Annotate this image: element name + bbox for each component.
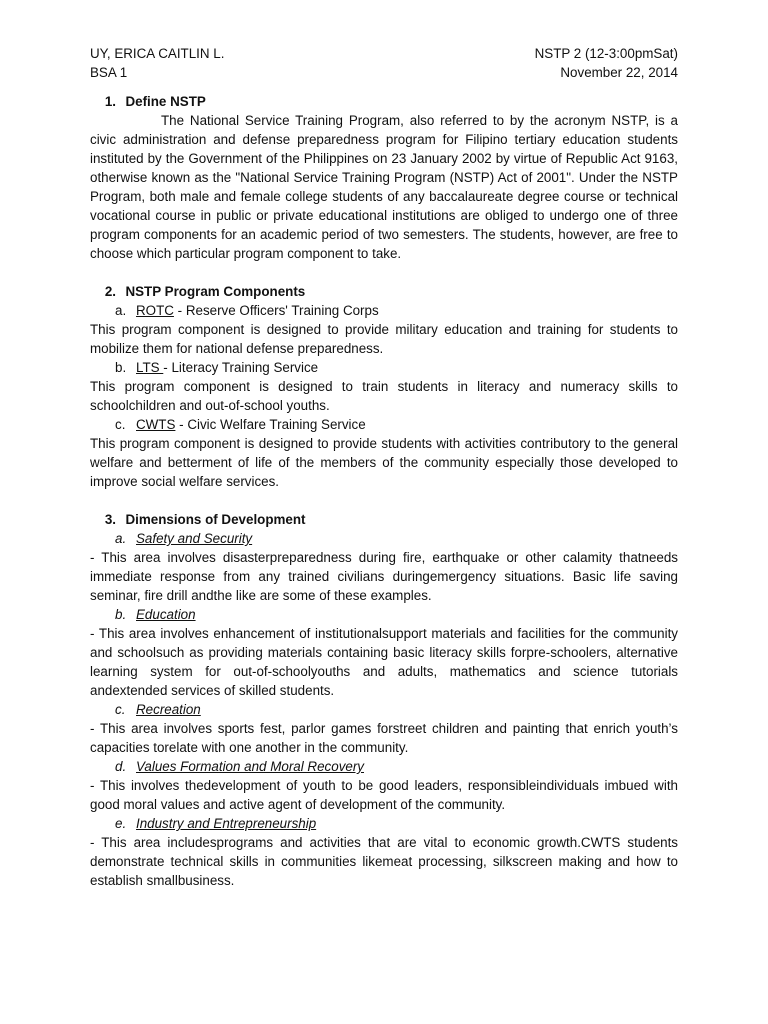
component-desc-cwts: This program component is designed to provide students with activities contributory to the general welfare and betterment of life of the members of the community especially those developed to improve social welfare services.	[90, 436, 678, 489]
header-row-2	[90, 63, 678, 82]
submission-date: November 22, 2014	[560, 65, 678, 80]
dimension-desc-industry: - This area includesprograms and activities that are vital to economic growth.CWTS students demonstrate technical skills in communities likemeat processing, silkscreen making and how to establish smallbusiness.	[90, 835, 678, 888]
dimension-heading-recreation	[90, 700, 678, 719]
list-letter: c.	[115, 417, 126, 432]
section-title-components	[90, 282, 678, 301]
list-letter: c.	[115, 702, 126, 717]
section-title-define	[90, 92, 678, 111]
component-heading-cwts	[90, 415, 678, 434]
component-name: - Civic Welfare Training Service	[175, 417, 366, 432]
header-row-1	[90, 44, 678, 63]
dimension-title: Values Formation and Moral Recovery	[136, 759, 364, 774]
component-heading-rotc	[90, 301, 678, 320]
section-heading: Define NSTP	[125, 94, 206, 109]
section-title-dimensions	[90, 510, 678, 529]
component-desc-rotc: This program component is designed to provide military education and training for students to mobilize them for national defense preparedness.	[90, 322, 678, 356]
section-number: 3.	[104, 512, 116, 527]
section-heading: Dimensions of Development	[125, 512, 306, 527]
section-number: 1.	[104, 94, 116, 109]
course-schedule: NSTP 2 (12-3:00pmSat)	[534, 46, 678, 61]
dimension-heading-education	[90, 605, 678, 624]
component-abbr: LTS	[136, 360, 164, 375]
list-letter: b.	[115, 360, 127, 375]
dimension-heading-values	[90, 757, 678, 776]
component-name: - Reserve Officers' Training Corps	[173, 303, 379, 318]
dimension-desc-education: - This area involves enhancement of institutionalsupport materials and facilities for the community and schoolsuch as providing materials containing basic literacy skills forpre-schoolers, alternative learning system for out-of-schoolyouths and adults, mathematics and science tutorials andextended services of skilled students.	[90, 626, 678, 698]
dimension-desc-safety: - This area involves disasterpreparedness during fire, earthquake or other calamity thatneeds immediate response from any trained civilians duringemergency situations. Basic life saving seminar, fire drill andthe like are some of these examples.	[90, 550, 678, 603]
list-letter: d.	[115, 759, 127, 774]
dimension-title: Recreation	[136, 702, 201, 717]
dimension-heading-industry	[90, 814, 678, 833]
component-abbr: CWTS	[136, 417, 176, 432]
component-heading-lts	[90, 358, 678, 377]
define-paragraph: The National Service Training Program, also referred to by the acronym NSTP, is a civic administration and defense preparedness program for Filipino tertiary education students instituted by the Government of the Philippines on 23 January 2002 by virtue of Republic Act 9163, otherwise known as the "National Service Training Program (NSTP) Act of 2001". Under the NSTP Program, both male and female college students of any baccalaureate degree course or technical vocational course in public or private educational institutions are obliged to undergo one of three program components for an academic period of two semesters. The students, however, are free to choose which particular program component to take.	[90, 113, 678, 261]
section-heading: NSTP Program Components	[125, 284, 306, 299]
section-number: 2.	[104, 284, 116, 299]
dimension-desc-recreation: - This area involves sports fest, parlor games forstreet children and painting that enrich youth’s capacities torelate with one another in the community.	[90, 721, 678, 755]
component-abbr: ROTC	[136, 303, 174, 318]
list-letter: a.	[115, 303, 127, 318]
component-name: - Literacy Training Service	[163, 360, 319, 375]
list-letter: a.	[115, 531, 127, 546]
dimension-title: Safety and Security	[136, 531, 253, 546]
dimension-title: Industry and Entrepreneurship	[136, 816, 317, 831]
student-name: UY, ERICA CAITLIN L.	[90, 46, 225, 61]
list-letter: b.	[115, 607, 127, 622]
dimension-heading-safety	[90, 529, 678, 548]
student-section: BSA 1	[90, 65, 128, 80]
list-letter: e.	[115, 816, 127, 831]
component-desc-lts: This program component is designed to train students in literacy and numeracy skills to schoolchildren and out-of-school youths.	[90, 379, 678, 413]
dimension-title: Education	[136, 607, 196, 622]
dimension-desc-values: - This involves thedevelopment of youth to be good leaders, responsibleindividuals imbued with good moral values and active agent of development of the community.	[90, 778, 678, 812]
